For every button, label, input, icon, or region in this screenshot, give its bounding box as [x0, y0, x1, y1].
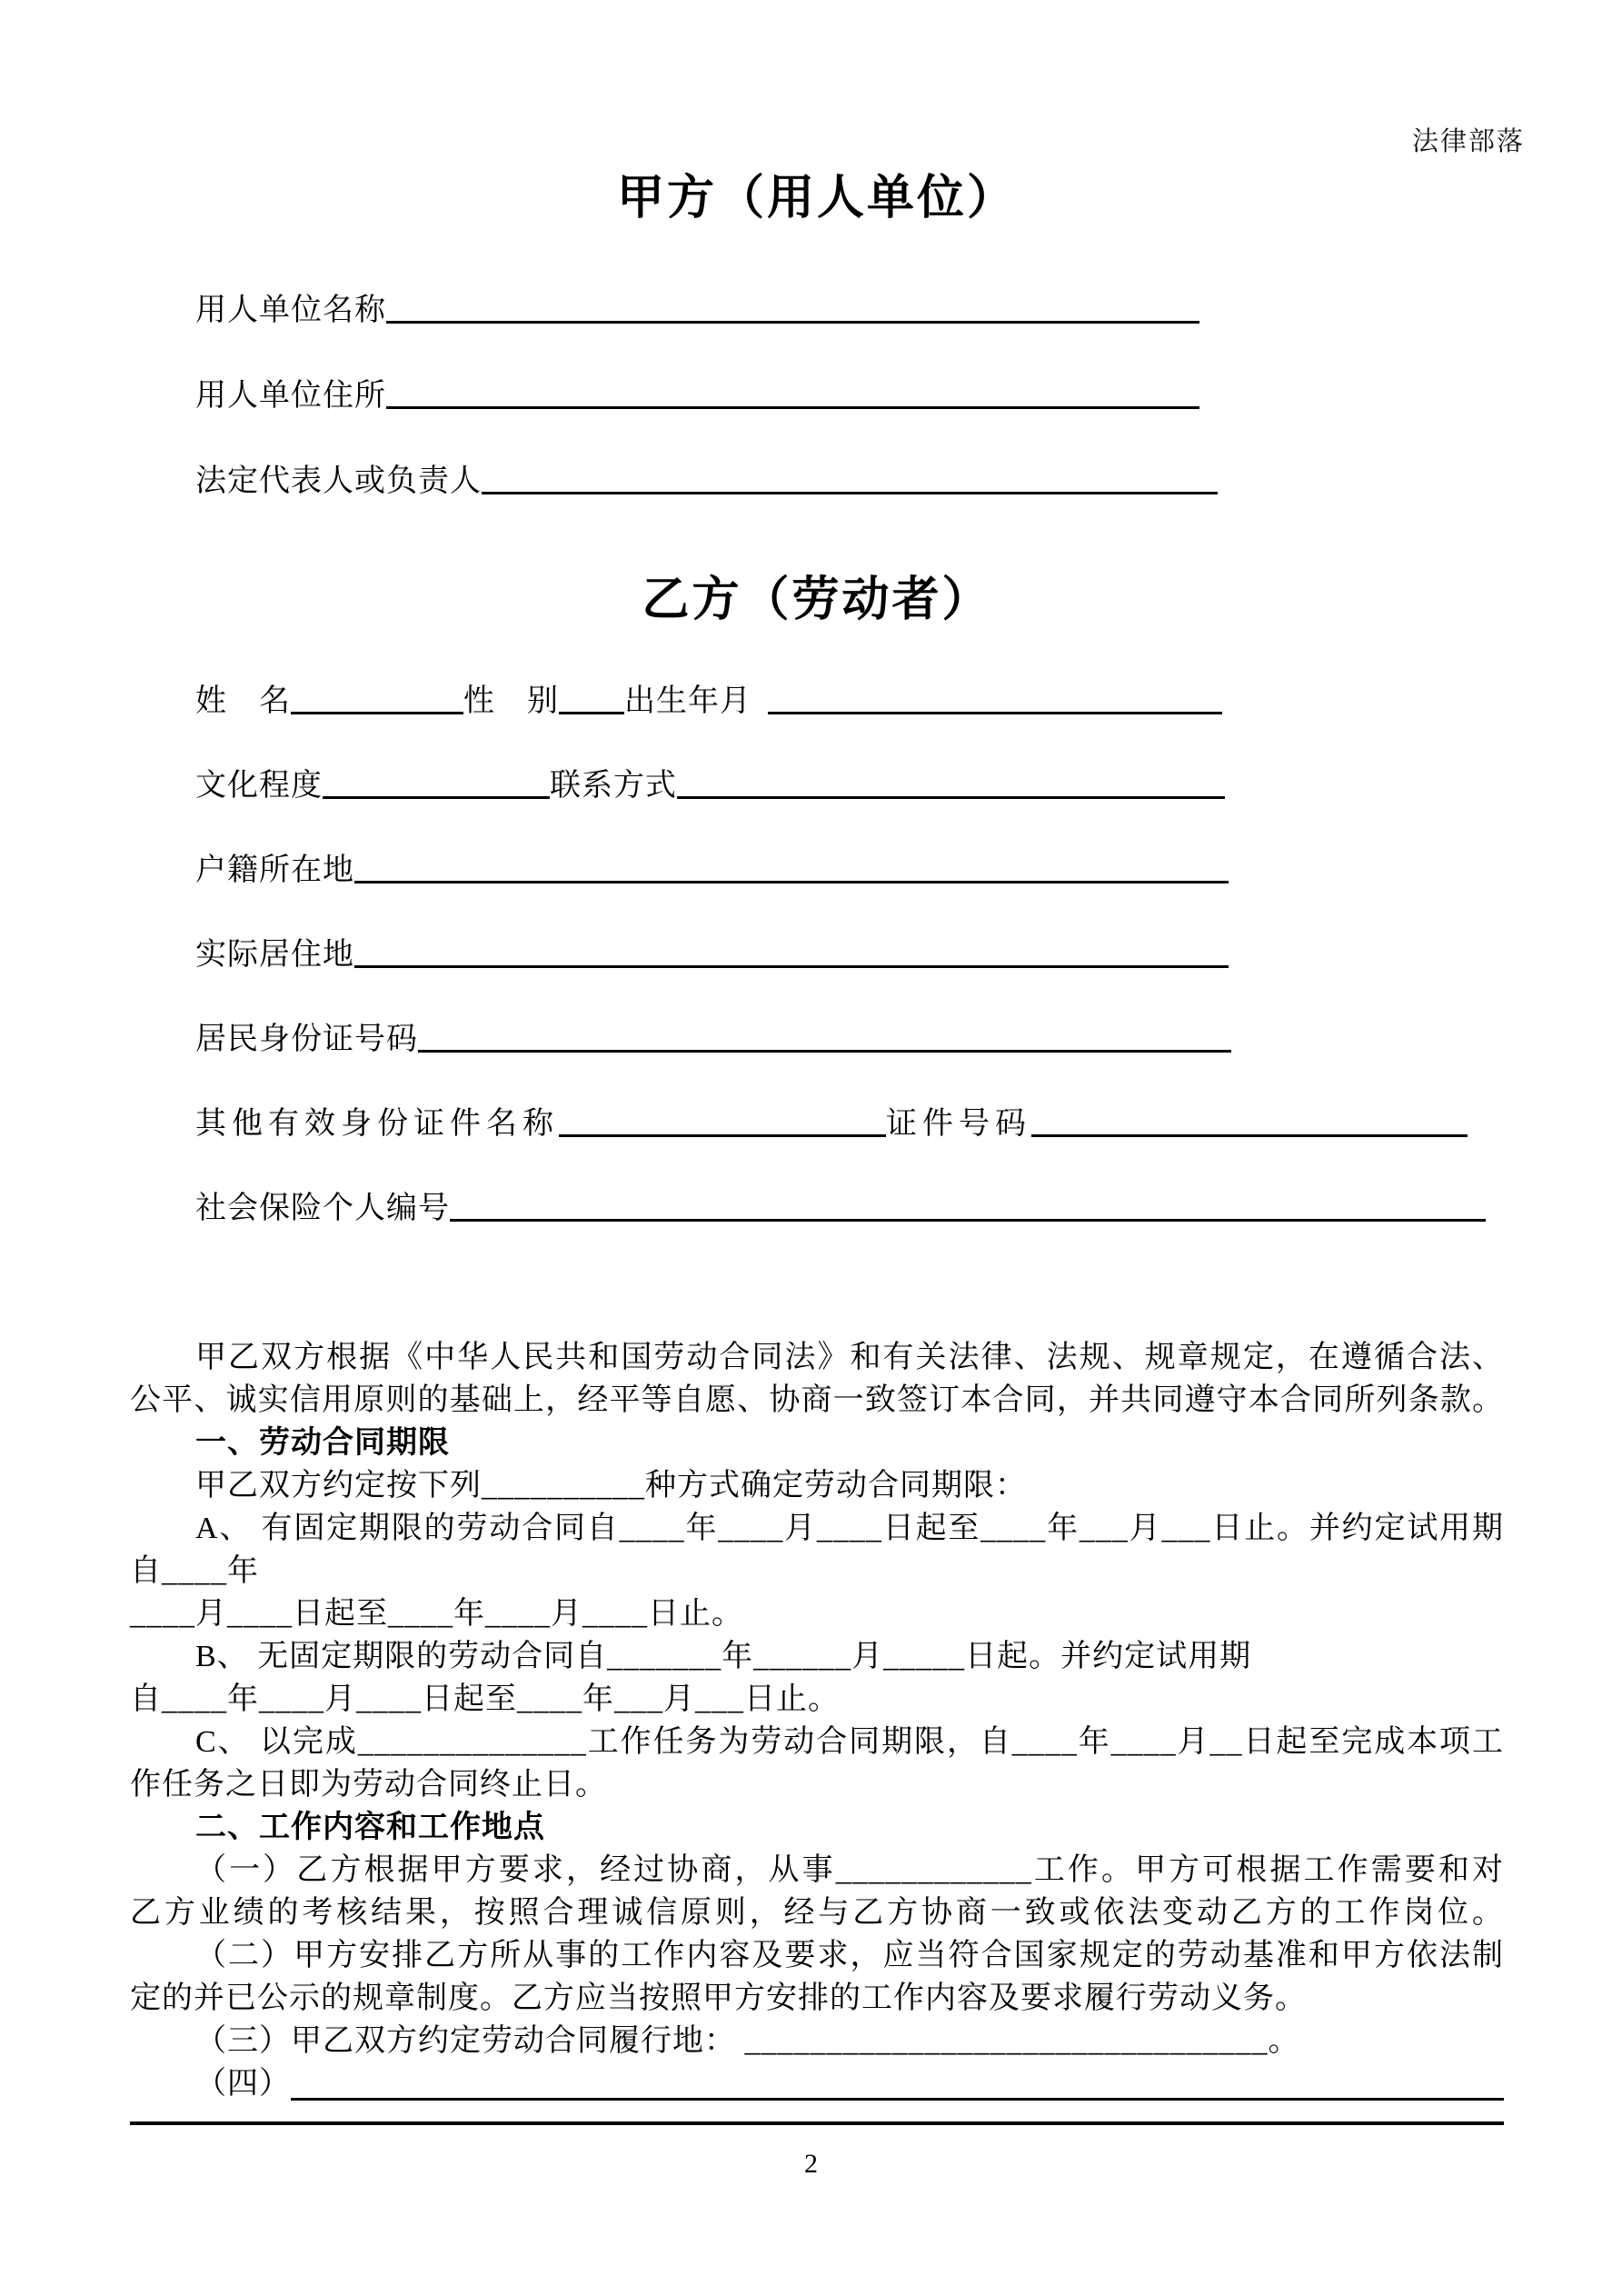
- section2-item2-line-1: （二）甲方安排乙方所从事的工作内容及要求，应当符合国家规定的劳动基准和甲方依法制: [195, 1939, 1504, 1972]
- footer-rule: [130, 2121, 1504, 2125]
- registered-residence-blank: [354, 850, 1229, 883]
- other-id-name-blank: [559, 1103, 886, 1137]
- id-number-label: 居民身份证号码: [195, 1023, 418, 1056]
- section2-item3: （三）甲乙双方约定劳动合同履行地： ________________________________。: [195, 2024, 1300, 2058]
- employer-address-blank: [386, 375, 1199, 409]
- section2-item2-line-2: 定的并已公示的规章制度。乙方应当按照甲方安排的工作内容及要求履行劳动义务。: [130, 1982, 1307, 2015]
- gender-label: 性 别: [463, 684, 559, 718]
- other-id-number-blank: [1031, 1103, 1468, 1137]
- name-blank: [291, 681, 463, 714]
- other-id-number-label: 证件号码: [886, 1107, 1031, 1141]
- party-b-title: 乙方（劳动者）: [642, 574, 992, 626]
- field-row-employer-address: [195, 372, 1504, 414]
- social-security-blank: [450, 1188, 1486, 1222]
- field-row-employer-name: [195, 286, 1504, 328]
- preamble-line-1: 甲乙双方根据《中华人民共和国劳动合同法》和有关法律、法规、规章规定，在遵循合法、: [195, 1341, 1504, 1374]
- field-row-other-id: [195, 1100, 1504, 1142]
- section2-item4-label: （四）: [195, 2067, 291, 2101]
- option-b-line-2: 自____年____月____日起至____年___月___日止。: [130, 1682, 840, 1716]
- legal-rep-blank: [482, 461, 1218, 494]
- preamble-line-2: 公平、诚实信用原则的基础上，经平等自愿、协商一致签订本合同，并共同遵守本合同所列条款。: [130, 1383, 1504, 1417]
- education-label: 文化程度: [195, 769, 323, 803]
- section2-item4-blank: [291, 2062, 1504, 2101]
- legal-rep-label: 法定代表人或负责人: [195, 464, 482, 498]
- option-a-line-1: A、 有固定期限的劳动合同自____年____月____日起至____年___月___日止。并约定试用期: [195, 1512, 1504, 1545]
- field-row-registered-residence: [195, 846, 1504, 888]
- employer-name-label: 用人单位名称: [195, 294, 386, 327]
- field-row-education-contact: [195, 762, 1504, 804]
- field-row-actual-residence: [195, 931, 1504, 973]
- actual-residence-blank: [354, 934, 1229, 968]
- contact-label: 联系方式: [550, 769, 677, 803]
- field-row-social-security: [195, 1184, 1504, 1226]
- employer-name-blank: [386, 290, 1199, 324]
- employer-address-label: 用人单位住所: [195, 379, 386, 413]
- option-a-line-2: 自____年: [130, 1554, 259, 1588]
- section1-heading: 一、劳动合同期限: [195, 1426, 450, 1460]
- section2-item1-line-1: （一）乙方根据甲方要求，经过协商，从事____________工作。甲方可根据工作需要和对: [195, 1853, 1504, 1887]
- option-c-line-1: C、 以完成______________工作任务为劳动合同期限，自____年____月__日起至完成本项工: [195, 1725, 1504, 1759]
- party-a-title: 甲方（用人单位）: [616, 173, 1017, 225]
- field-row-id-number: [195, 1015, 1504, 1057]
- contract-clauses: [130, 1336, 1504, 2105]
- option-c-line-2: 作任务之日即为劳动合同终止日。: [130, 1768, 607, 1802]
- actual-residence-label: 实际居住地: [195, 938, 354, 972]
- section1-intro: 甲乙双方约定按下列__________种方式确定劳动合同期限：: [195, 1469, 1027, 1502]
- field-row-name-gender-birth: [195, 677, 1504, 719]
- field-row-legal-rep: [195, 457, 1504, 499]
- birth-label: 出生年月: [624, 684, 751, 718]
- party-b-fields: [130, 677, 1504, 1226]
- option-b-line-1: B、 无固定期限的劳动合同自_______年______月_____日起。并约定试用期: [195, 1640, 1252, 1673]
- education-blank: [323, 765, 550, 799]
- birth-blank: [768, 681, 1222, 714]
- id-number-blank: [418, 1019, 1231, 1053]
- section2-item1-line-2: 乙方业绩的考核结果，按照合理诚信原则，经与乙方协商一致或依法变动乙方的工作岗位。: [130, 1896, 1504, 1930]
- registered-residence-label: 户籍所在地: [195, 854, 354, 887]
- name-label: 姓 名: [195, 684, 291, 718]
- other-id-name-label: 其他有效身份证件名称: [195, 1107, 559, 1141]
- gender-blank: [559, 681, 624, 714]
- watermark: 法律部落: [1411, 127, 1525, 156]
- section2-heading: 二、工作内容和工作地点: [195, 1811, 545, 1844]
- section2-item4-row: [130, 2062, 1504, 2105]
- social-security-label: 社会保险个人编号: [195, 1192, 450, 1225]
- party-a-fields: [130, 286, 1504, 499]
- page-number: 2: [804, 2149, 818, 2179]
- contact-blank: [677, 765, 1225, 799]
- option-a-line-3: ____月____日起至____年____月____日止。: [130, 1597, 743, 1631]
